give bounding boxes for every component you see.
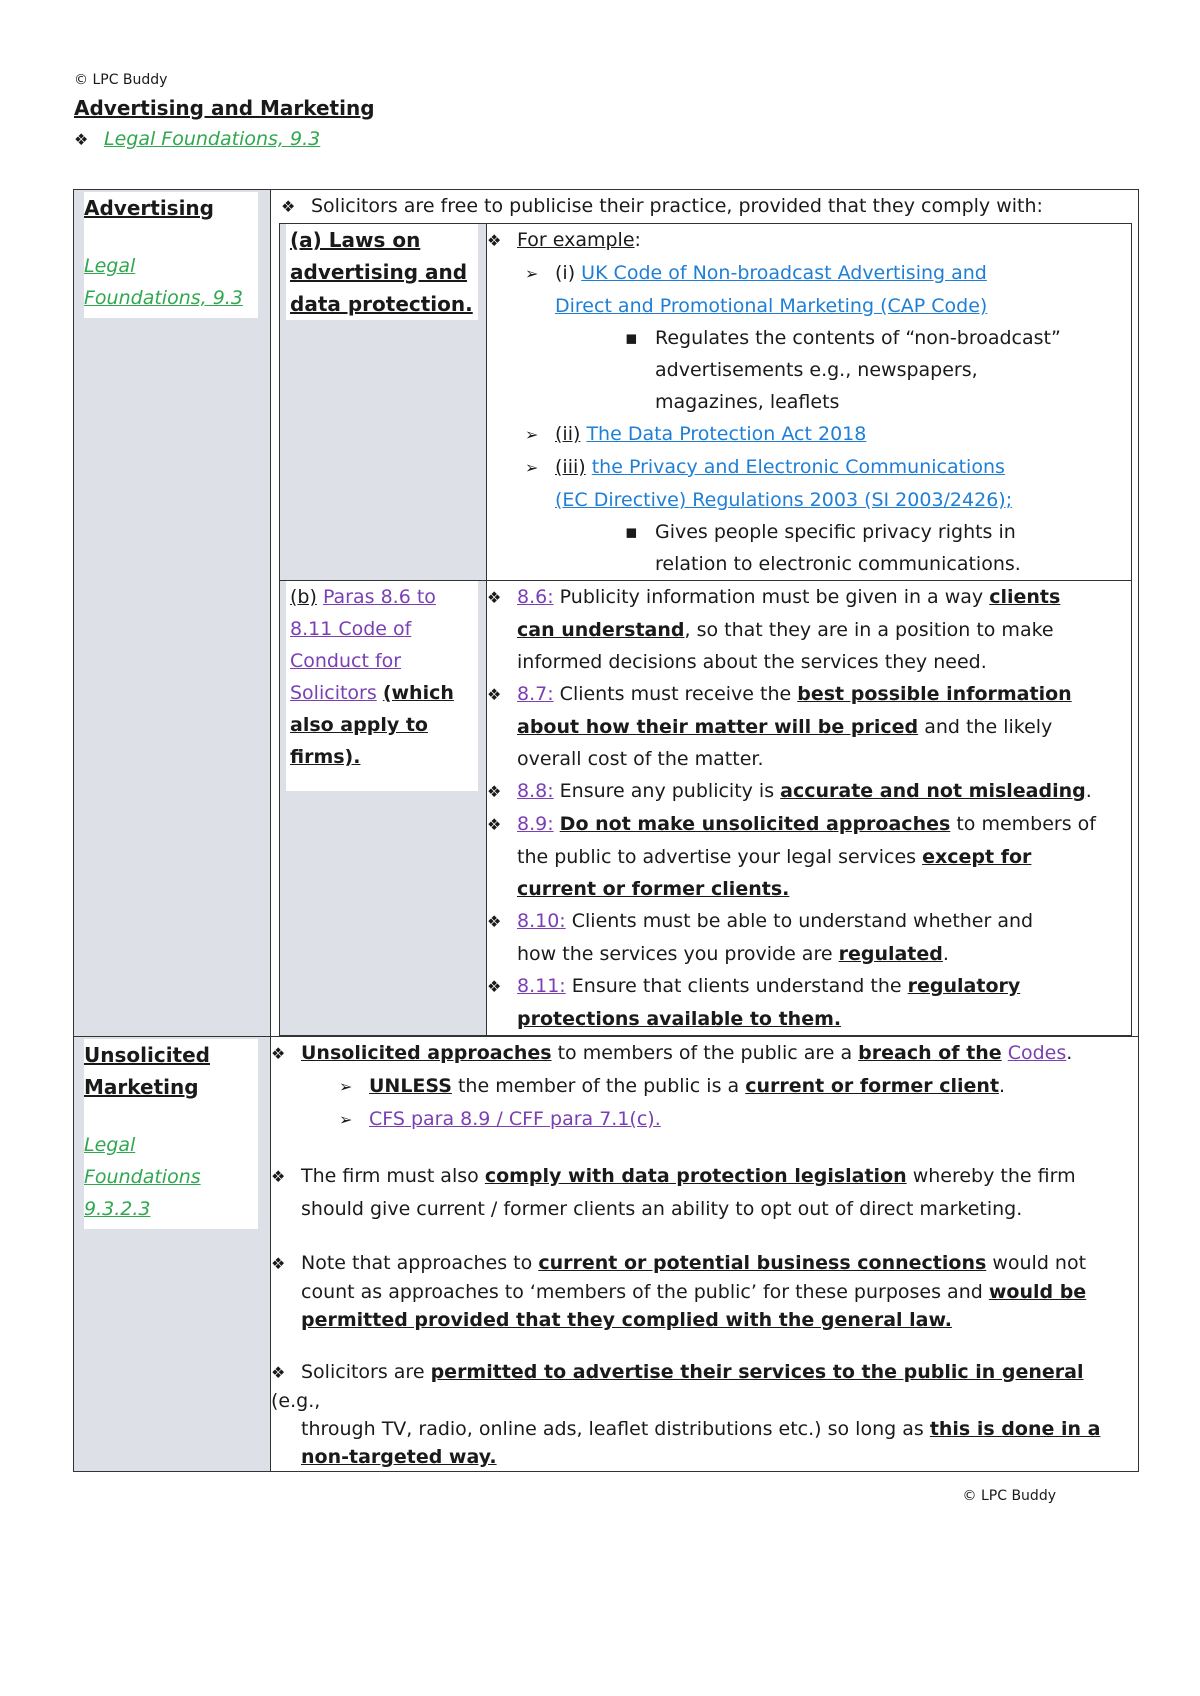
diamond-bullet-icon: ❖	[487, 977, 502, 996]
diamond-bullet-icon: ❖	[487, 815, 502, 834]
square-bullet-icon: ▪	[625, 327, 638, 349]
laws-row	[280, 224, 1132, 581]
paras-link-4[interactable]: Solicitors	[290, 682, 377, 704]
dpa-link[interactable]: The Data Protection Act 2018	[586, 423, 867, 445]
unsolicited-bullet-2: ❖ The firm must also comply with data protection legislation whereby the firm	[271, 1160, 1138, 1193]
code-conduct-label-cell: (b) Paras 8.6 to 8.11 Code of Conduct for Solicitors (which also apply to firms).	[280, 581, 487, 1036]
diamond-bullet-icon: ❖	[487, 912, 502, 931]
para-8-8-link[interactable]: 8.8:	[517, 780, 554, 802]
advertising-inner-table	[279, 223, 1132, 1036]
diamond-bullet-icon: ❖	[74, 130, 89, 149]
advertising-ref-link-2[interactable]: Foundations, 9.3	[84, 287, 243, 309]
unsolicited-bullet-4: ❖ Solicitors are permitted to advertise their services to the public in general (e.g.,	[271, 1361, 1084, 1412]
diamond-bullet-icon: ❖	[487, 231, 502, 250]
codes-link[interactable]: Codes	[1007, 1042, 1067, 1064]
square-bullet-icon: ▪	[625, 521, 638, 543]
header-copyright: © LPC Buddy	[74, 72, 168, 88]
arrow-bullet-icon: ➢	[525, 264, 539, 283]
para-8-6-link[interactable]: 8.6:	[517, 586, 554, 608]
para-8-11: ❖ 8.11: Ensure that clients understand the regulatory	[487, 970, 1131, 1003]
legal-foundations-link[interactable]: Legal Foundations, 9.3	[104, 128, 321, 150]
para-8-9-link[interactable]: 8.9:	[517, 813, 554, 835]
dpa-item: ➢ (ii) The Data Protection Act 2018	[487, 418, 1131, 451]
advertising-content-cell	[271, 190, 1139, 1037]
para-8-6: ❖ 8.6: Publicity information must be given in a way clients	[487, 581, 1131, 614]
unsolicited-content-cell: ❖ Unsolicited approaches to members of the public are a breach of the Codes. ➢ UNLESS the member of the public is a current or former client. ➢ CFS para 8.9 / CFF para 7.1(c). ❖ The firm must also comply with data protection legislation whereby the firm should give current / former clients an ability to opt out of direct marketing. ❖ Note that approaches to current or potential business connections would not count as approaches to ‘members of the public’ for these purposes and would be permitted provided that they complied with the general law. ❖ Solicitors are permitted to advertise their services to the public in general (e.g., through TV, radio, online ads, leaflet distributions etc.) so long as this is done in a non-targeted way.	[271, 1037, 1139, 1472]
arrow-bullet-icon: ➢	[339, 1110, 353, 1129]
unsolicited-label-cell	[74, 1037, 271, 1472]
unsolicited-ref-link-3[interactable]: 9.3.2.3	[84, 1198, 151, 1220]
advertising-heading: Advertising	[84, 196, 214, 220]
laws-label-3: data protection.	[290, 292, 473, 316]
cap-code-sub: ▪ Regulates the contents of “non-broadcast”	[487, 322, 1131, 354]
diamond-bullet-icon: ❖	[271, 1167, 286, 1186]
paras-link-1[interactable]: Paras 8.6 to	[322, 586, 436, 608]
unsolicited-bullet-3: ❖ Note that approaches to current or potential business connections would not	[271, 1249, 1138, 1278]
advertising-ref-link-1[interactable]: Legal	[84, 255, 136, 277]
para-8-10: ❖ 8.10: Clients must be able to understand whether and	[487, 905, 1131, 938]
content-table	[73, 189, 1139, 1472]
para-8-7-link[interactable]: 8.7:	[517, 683, 554, 705]
for-example-line: ❖ For example:	[487, 224, 1131, 257]
unsolicited-ref-link-1[interactable]: Legal	[84, 1134, 136, 1156]
laws-label-cell	[280, 224, 487, 581]
unsolicited-bullet-1: ❖ Unsolicited approaches to members of the public are a breach of the Codes.	[271, 1037, 1138, 1070]
para-8-9: ❖ 8.9: Do not make unsolicited approaches to members of	[487, 808, 1131, 841]
arrow-bullet-icon: ➢	[339, 1077, 353, 1096]
paras-link-2[interactable]: 8.11 Code of	[290, 618, 412, 640]
pecr-sub: ▪ Gives people specific privacy rights in	[487, 516, 1131, 548]
laws-label-1: (a) Laws on	[290, 228, 421, 252]
unsolicited-heading-2: Marketing	[84, 1075, 199, 1099]
unsolicited-ref-link-2[interactable]: Foundations	[84, 1166, 201, 1188]
diamond-bullet-icon: ❖	[487, 588, 502, 607]
diamond-bullet-icon: ❖	[271, 1254, 286, 1273]
cap-code-link-1[interactable]: UK Code of Non-broadcast Advertising and	[581, 262, 987, 284]
cap-code-link-2[interactable]: Direct and Promotional Marketing (CAP Code)	[555, 295, 988, 317]
cfs-link[interactable]: CFS para 8.9 / CFF para 7.1(c).	[369, 1108, 661, 1130]
pecr-link-1[interactable]: the Privacy and Electronic Communications	[591, 456, 1005, 478]
pecr-item: ➢ (iii) the Privacy and Electronic Communications	[487, 451, 1131, 484]
laws-content-cell: ❖ For example: ➢ (i) UK Code of Non-broadcast Advertising and Direct and Promotional Marketing (CAP Code) ▪ Regulates the contents of “non-broadcast” advertisements e.g., newspapers, magazines, leaflets ➢ (ii) The Data Protection Act 2018 ➢ (iii) the Privacy and Electronic Communications (EC Directive) Regulations 2003 (SI 2003/2426); ▪ Gives people specific privacy rights in relation to electronic communications.	[487, 224, 1132, 581]
unsolicited-heading-1: Unsolicited	[84, 1043, 210, 1067]
code-conduct-row	[280, 581, 1132, 1036]
top-reference	[74, 128, 320, 150]
diamond-bullet-icon: ❖	[281, 197, 296, 216]
footer-copyright: © LPC Buddy	[962, 1488, 1056, 1504]
unsolicited-row	[74, 1037, 1139, 1472]
diamond-bullet-icon: ❖	[487, 782, 502, 801]
para-8-7: ❖ 8.7: Clients must receive the best possible information	[487, 678, 1131, 711]
arrow-bullet-icon: ➢	[525, 425, 539, 444]
unless-item: ➢ UNLESS the member of the public is a current or former client.	[271, 1070, 1138, 1103]
paras-link-3[interactable]: Conduct for	[290, 650, 402, 672]
advertising-intro: ❖ Solicitors are free to publicise their practice, provided that they comply with:	[271, 190, 1138, 223]
laws-label-2: advertising and	[290, 260, 468, 284]
pecr-link-2[interactable]: (EC Directive) Regulations 2003 (SI 2003/2426);	[555, 489, 1013, 511]
advertising-label-cell	[74, 190, 271, 1037]
cfs-item	[271, 1103, 1138, 1136]
para-8-11-link[interactable]: 8.11:	[517, 975, 566, 997]
para-8-8: ❖ 8.8: Ensure any publicity is accurate and not misleading.	[487, 775, 1131, 808]
diamond-bullet-icon: ❖	[271, 1044, 286, 1063]
diamond-bullet-icon: ❖	[487, 685, 502, 704]
advertising-row	[74, 190, 1139, 1037]
cap-code-item: ➢ (i) UK Code of Non-broadcast Advertising and	[487, 257, 1131, 290]
code-conduct-content-cell: ❖ 8.6: Publicity information must be given in a way clients can understand, so that they are in a position to make informed decisions about the services they need. ❖ 8.7: Clients must receive the best possible information about how their matter will be priced and the likely overall cost of the matter. ❖ 8.8: Ensure any publicity is accurate and not misleading. ❖ 8.9: Do not make unsolicited approaches to members of the public to advertise your legal services except for current or former clients. ❖ 8.10: Clients must be able to understand whether and how the services you provide are regulated. ❖ 8.11: Ensure that clients understand the regulatory protections available to them.	[487, 581, 1132, 1036]
page-title: Advertising and Marketing	[74, 96, 375, 120]
para-8-10-link[interactable]: 8.10:	[517, 910, 566, 932]
diamond-bullet-icon: ❖	[271, 1363, 286, 1382]
arrow-bullet-icon: ➢	[525, 458, 539, 477]
